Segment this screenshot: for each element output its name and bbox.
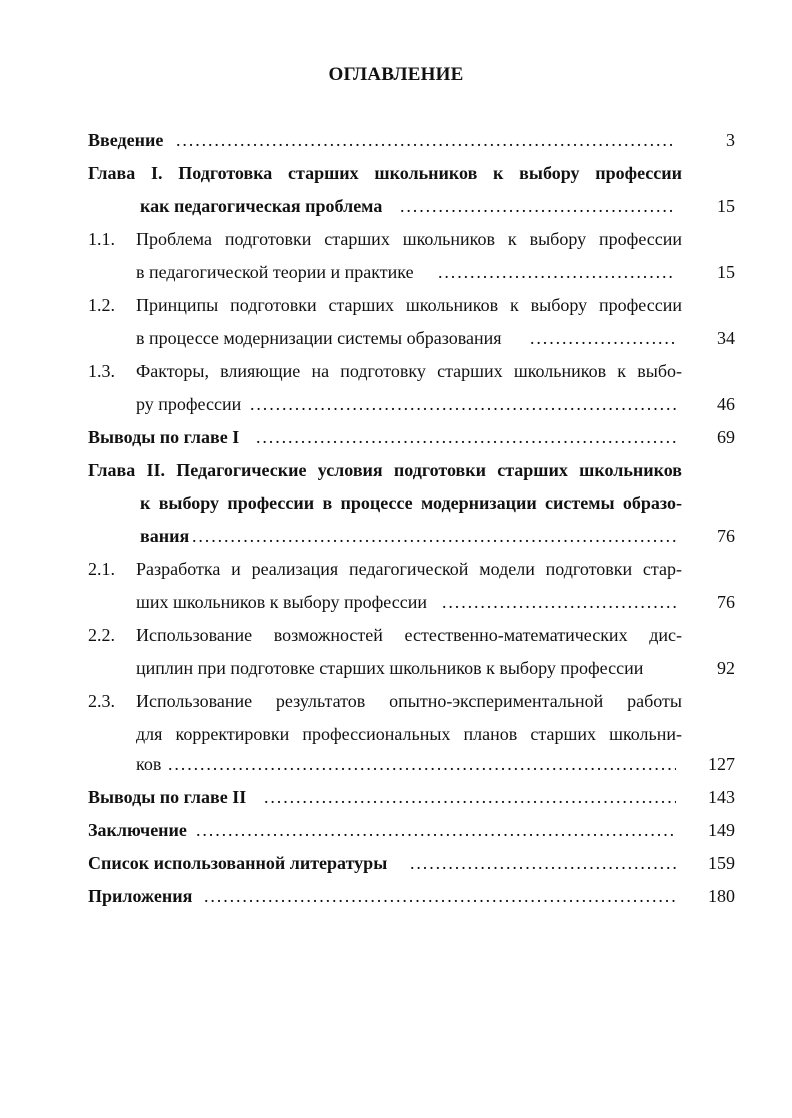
toc-leader-dots: [438, 260, 676, 284]
toc-section-2-2-title-cont: циплин при подготовке старших школьников к выбору профессии: [136, 658, 644, 678]
toc-section-2-2-page: 92: [717, 658, 735, 678]
toc-section-number: 2.3.: [88, 691, 115, 711]
toc-section-number: 1.2.: [88, 295, 115, 315]
toc-leader-dots: [250, 392, 676, 416]
toc-section-1-3-title-cont: ру профессии: [136, 394, 242, 414]
toc-section-2-3-title-cont: для корректировки профессиональных планов старших школьни-: [136, 724, 682, 744]
toc-leader-dots: [176, 128, 676, 152]
toc-final-page: 149: [708, 820, 735, 840]
toc-leader-dots: [256, 425, 676, 449]
toc-leader-dots: [530, 326, 676, 350]
toc-appendices-label: Приложения: [88, 886, 193, 906]
toc-leader-dots: [442, 590, 676, 614]
toc-leader-dots: [192, 524, 676, 548]
toc-references-label: Список использованной литературы: [88, 853, 388, 873]
toc-chapter2-title-end: вания: [140, 526, 190, 546]
toc-section-1-1-title-cont: в педагогической теории и практике: [136, 262, 414, 282]
toc-chapter2-title-cont: к выбору профессии в процессе модернизации системы образо-: [140, 493, 682, 513]
toc-section-1-1-page: 15: [717, 262, 735, 282]
toc-section-number: 1.1.: [88, 229, 115, 249]
toc-section-1-2-title: Принципы подготовки старших школьников к выбору профессии: [136, 295, 682, 315]
toc-section-2-3-title-end: ков: [136, 754, 162, 774]
toc-chapter1-page: 15: [717, 196, 735, 216]
toc-section-2-3-page: 127: [708, 754, 735, 774]
toc-final-label: Заключение: [88, 820, 187, 840]
toc-section-1-2-title-cont: в процессе модернизации системы образования: [136, 328, 502, 348]
toc-section-2-2-title: Использование возможностей естественно-математических дис-: [136, 625, 682, 645]
toc-chapter2-page: 76: [717, 526, 735, 546]
toc-chapter1-title: Глава I. Подготовка старших школьников к выбору профессии: [88, 163, 682, 183]
toc-section-number: 2.2.: [88, 625, 115, 645]
toc-conclusions-2-label: Выводы по главе II: [88, 787, 247, 807]
toc-section-1-1-title: Проблема подготовки старших школьников к выбору профессии: [136, 229, 682, 249]
toc-section-number: 1.3.: [88, 361, 115, 381]
toc-conclusions-1-page: 69: [717, 427, 735, 447]
toc-section-1-3-page: 46: [717, 394, 735, 414]
toc-leader-dots: [204, 884, 676, 908]
toc-leader-dots: [264, 785, 676, 809]
toc-leader-dots: [400, 194, 676, 218]
toc-appendices-page: 180: [708, 886, 735, 906]
toc-section-2-1-page: 76: [717, 592, 735, 612]
toc-leader-dots: [410, 851, 676, 875]
toc-section-1-3-title: Факторы, влияющие на подготовку старших школьников к выбо-: [136, 361, 682, 381]
toc-intro-page: 3: [726, 130, 735, 150]
toc-conclusions-1-label: Выводы по главе I: [88, 427, 240, 447]
toc-references-page: 159: [708, 853, 735, 873]
toc-section-2-3-title: Использование результатов опытно-экспериментальной работы: [136, 691, 682, 711]
toc-chapter2-title: Глава II. Педагогические условия подготовки старших школьников: [88, 460, 682, 480]
toc-section-number: 2.1.: [88, 559, 115, 579]
toc-conclusions-2-page: 143: [708, 787, 735, 807]
toc-leader-dots: [168, 752, 676, 776]
toc-leader-dots: [196, 818, 676, 842]
toc-intro-label: Введение: [88, 130, 164, 150]
toc-section-2-1-title-cont: ших школьников к выбору профессии: [136, 592, 427, 612]
toc-section-1-2-page: 34: [717, 328, 735, 348]
toc-chapter1-title-cont: как педагогическая проблема: [140, 196, 383, 216]
page-title: ОГЛАВЛЕНИЕ: [328, 64, 464, 85]
toc-section-2-1-title: Разработка и реализация педагогической модели подготовки стар-: [136, 559, 682, 579]
